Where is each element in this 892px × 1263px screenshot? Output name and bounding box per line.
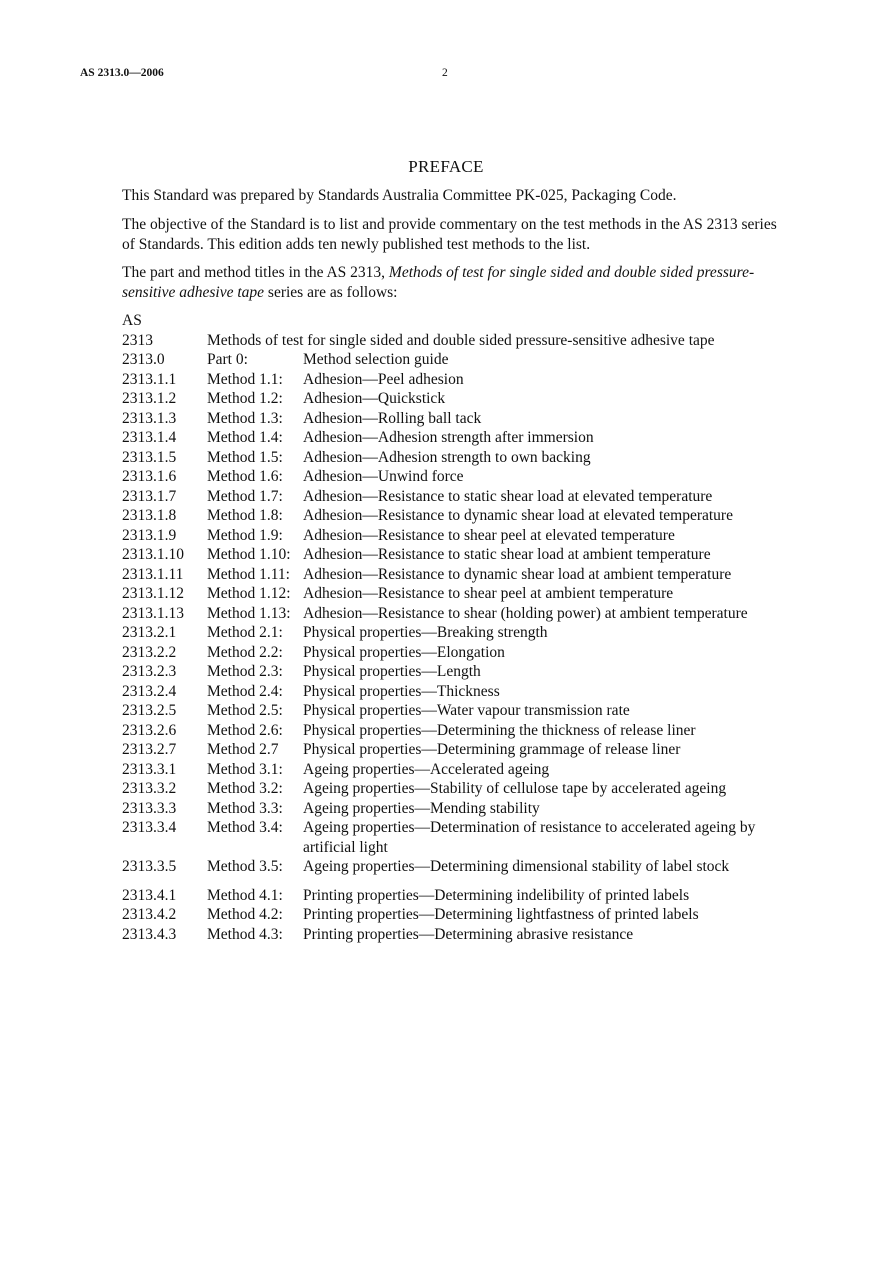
item-title: Printing properties—Determining indelibility of printed labels [303,886,690,904]
item-number: 2313.2.2 [122,643,177,661]
list-item [122,487,802,507]
page-number: 2 [442,67,448,79]
item-title: Physical properties—Determining the thickness of release liner [303,721,696,739]
item-method: Method 1.11: [207,565,290,583]
item-method: Method 1.13: [207,604,291,622]
list-item [122,467,802,487]
preface-paragraph-series-intro [122,263,782,302]
item-number: 2313.1.11 [122,565,184,583]
list-item [122,740,802,760]
series-number: 2313 [122,331,153,349]
list-item [122,350,802,370]
item-number: 2313.1.10 [122,546,184,563]
item-title: Adhesion—Resistance to dynamic shear load at elevated temperature [303,507,733,524]
list-item [122,623,802,643]
item-title: Ageing properties—Determining dimensional stability of label stock [303,858,730,875]
as-label: AS [122,312,142,329]
list-item [122,428,802,448]
item-method: Method 1.2: [207,390,283,407]
item-number: 2313.2.3 [122,663,177,680]
item-number: 2313.1.1 [122,370,177,388]
item-number: 2313.3.2 [122,780,177,797]
item-method: Method 3.5: [207,858,283,875]
item-title: Printing properties—Determining lightfastness of printed labels [303,906,699,923]
item-method: Method 1.7: [207,487,283,505]
item-title: Adhesion—Resistance to static shear load at elevated temperature [303,487,713,505]
item-title: Physical properties—Elongation [303,643,505,661]
item-number: 2313.3.4 [122,819,177,836]
item-title: Method selection guide [303,351,449,368]
item-title: Ageing properties—Determination of resistance to accelerated ageing by artificial light [303,819,756,856]
item-title: Adhesion—Adhesion strength to own backing [303,448,591,466]
item-method: Method 4.2: [207,906,283,923]
item-method: Method 2.7 [207,741,279,758]
item-number: 2313.4.1 [122,886,177,904]
list-item [122,584,802,604]
series-row [122,331,802,351]
item-title: Adhesion—Resistance to dynamic shear load at ambient temperature [303,565,732,583]
item-number: 2313.1.6 [122,468,177,485]
page-header [0,67,892,83]
item-method: Method 1.6: [207,468,283,485]
item-number: 2313.1.9 [122,526,177,544]
item-title: Printing properties—Determining abrasive resistance [303,925,634,943]
item-method: Method 2.3: [207,663,283,680]
item-title: Adhesion—Resistance to static shear load at ambient temperature [303,546,711,563]
item-method: Method 4.1: [207,886,283,904]
item-method: Method 3.1: [207,760,283,778]
item-number: 2313.2.7 [122,741,177,758]
item-title: Adhesion—Rolling ball tack [303,409,482,427]
item-title: Adhesion—Resistance to shear peel at elevated temperature [303,526,675,544]
item-method: Method 1.10: [207,546,291,563]
item-title: Ageing properties—Stability of cellulose tape by accelerated ageing [303,780,727,797]
item-method: Method 1.8: [207,507,283,524]
list-item [122,389,802,409]
list-item [122,409,802,429]
item-title: Adhesion—Adhesion strength after immersion [303,429,594,446]
item-title: Physical properties—Breaking strength [303,624,548,641]
list-item [122,662,802,682]
item-number: 2313.0 [122,351,165,368]
item-number: 2313.3.1 [122,760,177,778]
item-method: Method 4.3: [207,925,283,943]
method-list [122,311,802,944]
item-title: Ageing properties—Mending stability [303,799,540,817]
section-title: PREFACE [408,157,484,176]
list-item [122,506,802,526]
list-item [122,818,802,857]
item-number: 2313.1.12 [122,585,184,602]
item-method: Method 2.6: [207,721,283,739]
item-method: Method 1.5: [207,448,283,466]
item-number: 2313.3.5 [122,858,177,875]
item-method: Part 0: [207,351,248,368]
item-title: Physical properties—Length [303,663,481,680]
item-title: Adhesion—Quickstick [303,390,446,407]
item-number: 2313.3.3 [122,799,177,817]
item-method: Method 3.2: [207,780,283,797]
item-method: Method 2.1: [207,624,283,641]
list-item [122,701,802,721]
list-item [122,526,802,546]
list-item [122,370,802,390]
item-title: Adhesion—Resistance to shear (holding power) at ambient temperature [303,604,748,622]
item-method: Method 2.5: [207,702,283,719]
item-method: Method 3.3: [207,799,283,817]
item-method: Method 2.4: [207,682,283,700]
series-title: Methods of test for single sided and double sided pressure-sensitive adhesive tape [207,331,715,349]
preface-paragraph-committee: This Standard was prepared by Standards Australia Committee PK-025, Packaging Code. [122,187,677,204]
list-item [122,886,802,906]
item-number: 2313.2.5 [122,702,177,719]
list-item [122,565,802,585]
list-item [122,760,802,780]
item-number: 2313.2.6 [122,721,177,739]
item-title: Physical properties—Water vapour transmission rate [303,702,630,719]
item-number: 2313.2.1 [122,624,177,641]
series-title-italic: Methods of test for single sided and double sided pressure-sensitive adhesive tape [122,264,755,301]
list-item [122,925,802,945]
list-item [122,604,802,624]
item-method: Method 1.3: [207,409,283,427]
list-item [122,643,802,663]
item-title: Ageing properties—Accelerated ageing [303,760,550,778]
list-heading-row [122,311,802,331]
list-item [122,905,802,925]
list-item [122,857,802,877]
method-items [122,350,802,944]
item-number: 2313.1.2 [122,390,177,407]
item-number: 2313.1.7 [122,487,177,505]
item-number: 2313.1.3 [122,409,177,427]
list-item [122,721,802,741]
item-method: Method 3.4: [207,819,283,836]
item-method: Method 2.2: [207,643,283,661]
item-title: Adhesion—Resistance to shear peel at ambient temperature [303,585,674,602]
list-item [122,779,802,799]
series-intro-tail: series are as follows: [264,283,398,301]
item-number: 2313.4.2 [122,906,177,923]
item-number: 2313.1.13 [122,604,184,622]
document-id: AS 2313.0—2006 [80,67,164,79]
item-method: Method 1.9: [207,526,283,544]
item-method: Method 1.4: [207,429,283,446]
preface-paragraph-objective: The objective of the Standard is to list and provide commentary on the test methods in the AS 2313 series of Standards. This edition adds ten newly published test methods to the list. [122,216,777,253]
list-item [122,682,802,702]
item-number: 2313.4.3 [122,925,177,943]
list-item [122,545,802,565]
item-method: Method 1.1: [207,370,283,388]
list-item [122,448,802,468]
item-title: Adhesion—Peel adhesion [303,370,464,388]
item-number: 2313.2.4 [122,682,177,700]
item-number: 2313.1.5 [122,448,177,466]
item-number: 2313.1.4 [122,429,177,446]
item-title: Adhesion—Unwind force [303,468,464,485]
item-title: Physical properties—Thickness [303,682,500,700]
item-title: Physical properties—Determining grammage of release liner [303,741,681,758]
item-method: Method 1.12: [207,585,291,602]
item-number: 2313.1.8 [122,507,177,524]
list-item [122,799,802,819]
series-intro-text: The part and method titles in the AS 2313, [122,264,389,281]
